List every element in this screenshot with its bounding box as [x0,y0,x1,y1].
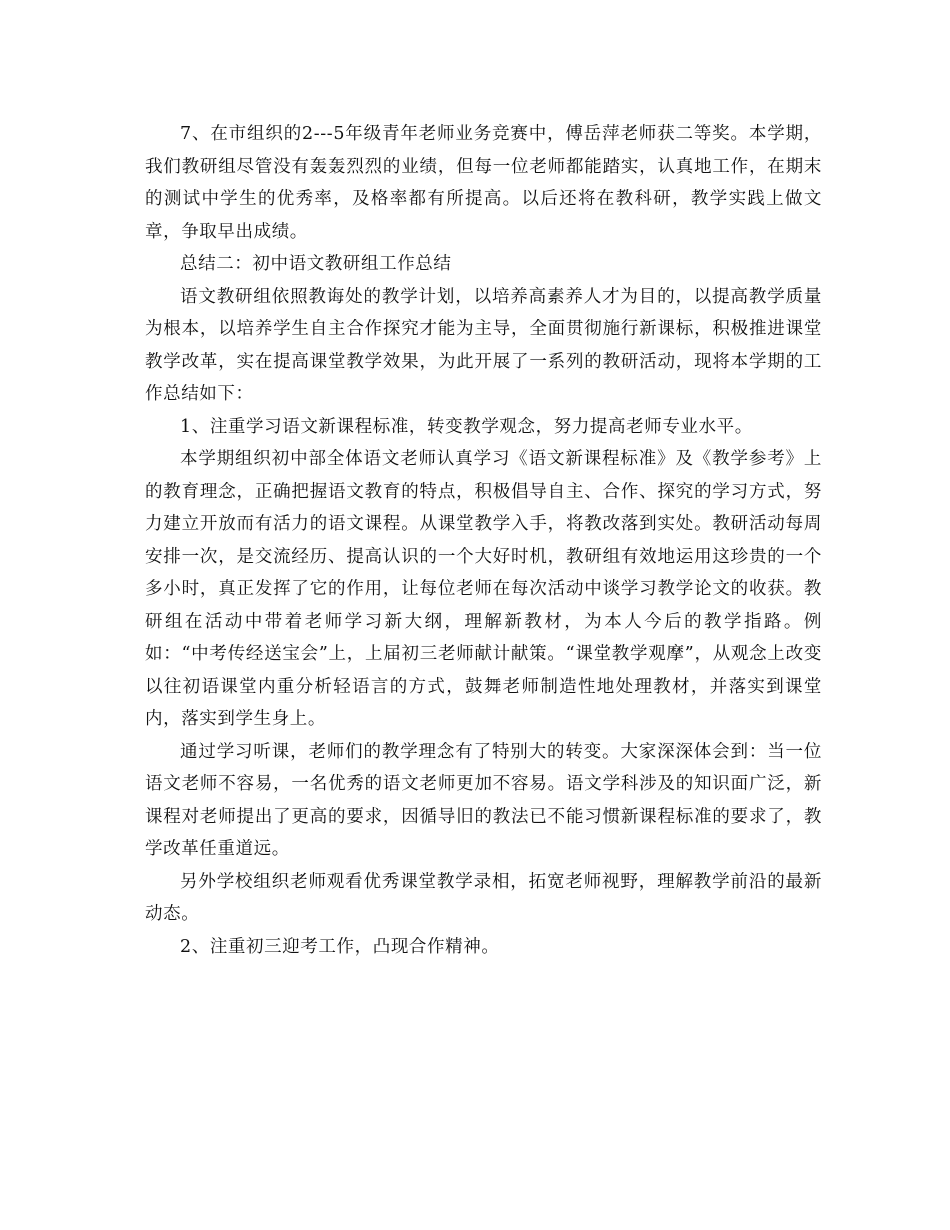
paragraph-award: 7、在市组织的2---5年级青年老师业务竞赛中，傅岳萍老师获二等奖。本学期，我们教研组尽管没有轰轰烈烈的业绩，但每一位老师都能踏实，认真地工作，在期末的测试中学生的优秀率，及格率都有所提高。以后还将在教科研，教学实践上做文章，争取早出成绩。 [145,124,822,242]
paragraph-intro: 语文教研组依照教诲处的教学计划，以培养高素养人才为目的，以提高教学质量为根本，以培养学生自主合作探究才能为主导，全面贯彻施行新课标，积极推进课堂教学改革，实在提高课堂教学效果，为此开展了一系列的教研活动，现将本学期的工作总结如下： [145,286,822,404]
paragraph-teaching-concepts: 通过学习听课，老师们的教学理念有了特别大的转变。大家深深体会到：当一位语文老师不容易，一名优秀的语文老师更加不容易。语文学科涉及的知识面广泛，新课程对老师提出了更高的要求，因循导旧的教法已不能习惯新课程标准的要求了，教学改革任重道远。 [145,741,822,859]
item-heading-1: 1、注重学习语文新课程标准，转变教学观念，努力提高老师专业水平。 [180,416,753,437]
paragraph-video-observation: 另外学校组织老师观看优秀课堂教学录相，拓宽老师视野，理解教学前沿的最新动态。 [145,871,822,924]
item-heading-2: 2、注重初三迎考工作，凸现合作精神。 [180,936,500,957]
paragraph-study-standards: 本学期组织初中部全体语文老师认真学习《语文新课程标准》及《教学参考》上的教育理念，正确把握语文教育的特点，积极倡导自主、合作、探究的学习方式，努力建立开放而有活力的语文课程。从课堂教学入手，将教改落到实处。教研活动每周安排一次，是交流经历、提高认识的一个大好时机，教研组有效地运用这珍贵的一个多小时，真正发挥了它的作用，让每位老师在每次活动中谈学习教学论文的收获。教研组在活动中带着老师学习新大纲，理解新教材，为本人今后的教学指路。例如：“中考传经送宝会”上，上届初三老师献计献策。“课堂教学观摩”，从观念上改变以往初语课堂内重分析轻语言的方式，鼓舞老师制造性地处理教材，并落实到课堂内，落实到学生身上。 [145,449,822,729]
section-heading-summary-two: 总结二：初中语文教研组工作总结 [180,254,452,274]
